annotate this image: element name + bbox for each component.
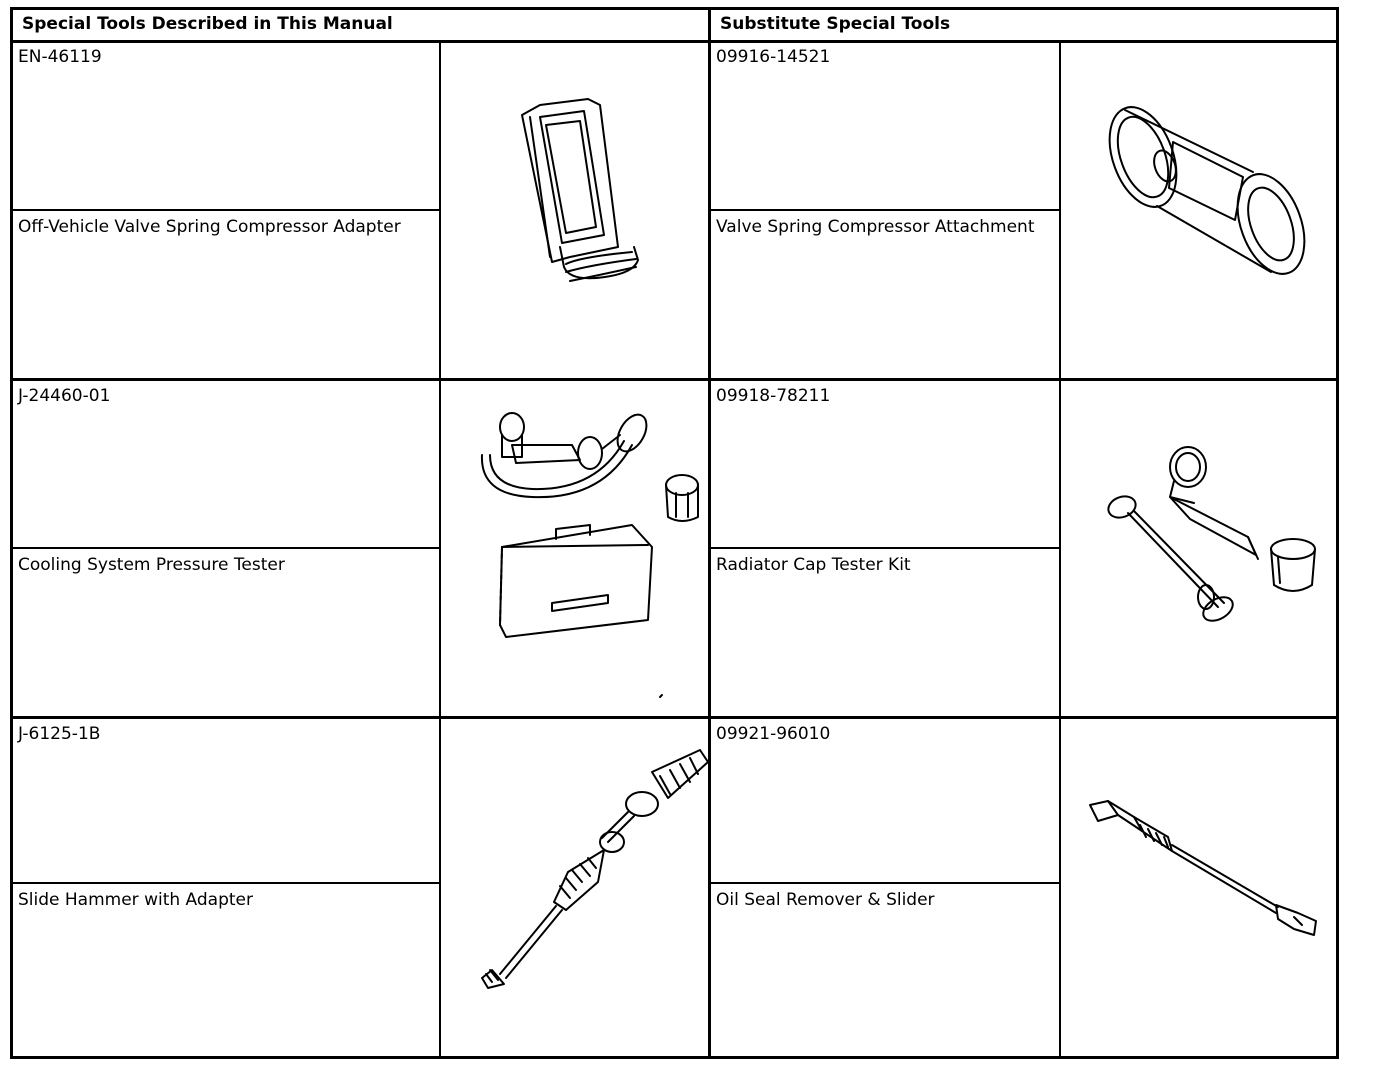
left-image-divider	[439, 40, 441, 1059]
row-divider-2	[10, 716, 1339, 719]
row3-left-subdivider	[10, 882, 440, 884]
cooling-system-pressure-tester-icon	[472, 405, 712, 695]
header-manual-tools: Special Tools Described in This Manual	[22, 14, 393, 34]
valve-spring-compressor-attachment-icon	[1103, 102, 1313, 287]
slide-hammer-icon	[472, 742, 712, 987]
row2-substitute-number: 09918-78211	[716, 386, 831, 406]
table-border-left	[10, 7, 13, 1059]
table-border-right	[1336, 7, 1339, 1059]
row2-right-subdivider	[709, 547, 1060, 549]
row3-manual-name: Slide Hammer with Adapter	[18, 890, 253, 910]
row2-manual-number: J-24460-01	[18, 386, 111, 406]
special-tools-table	[10, 7, 1339, 1059]
row1-substitute-name: Valve Spring Compressor Attachment	[716, 217, 1035, 237]
table-border-top	[10, 7, 1339, 10]
row2-left-subdivider	[10, 547, 440, 549]
row3-manual-number: J-6125-1B	[18, 724, 101, 744]
row2-substitute-name: Radiator Cap Tester Kit	[716, 555, 911, 575]
row1-substitute-number: 09916-14521	[716, 47, 831, 67]
radiator-cap-tester-kit-icon	[1108, 437, 1333, 632]
right-image-divider	[1059, 40, 1061, 1059]
row1-left-subdivider	[10, 209, 440, 211]
header-divider	[10, 40, 1339, 43]
row1-right-subdivider	[709, 209, 1060, 211]
row2-manual-name: Cooling System Pressure Tester	[18, 555, 285, 575]
valve-spring-compressor-adapter-icon	[510, 97, 650, 297]
table-border-bottom	[10, 1056, 1339, 1059]
row3-substitute-name: Oil Seal Remover & Slider	[716, 890, 935, 910]
row3-substitute-number: 09921-96010	[716, 724, 831, 744]
row1-manual-name: Off-Vehicle Valve Spring Compressor Adapter	[18, 217, 401, 237]
row-divider-1	[10, 378, 1339, 381]
oil-seal-remover-icon	[1088, 797, 1328, 947]
row1-manual-number: EN-46119	[18, 47, 102, 67]
row3-right-subdivider	[709, 882, 1060, 884]
header-substitute-tools: Substitute Special Tools	[720, 14, 951, 34]
